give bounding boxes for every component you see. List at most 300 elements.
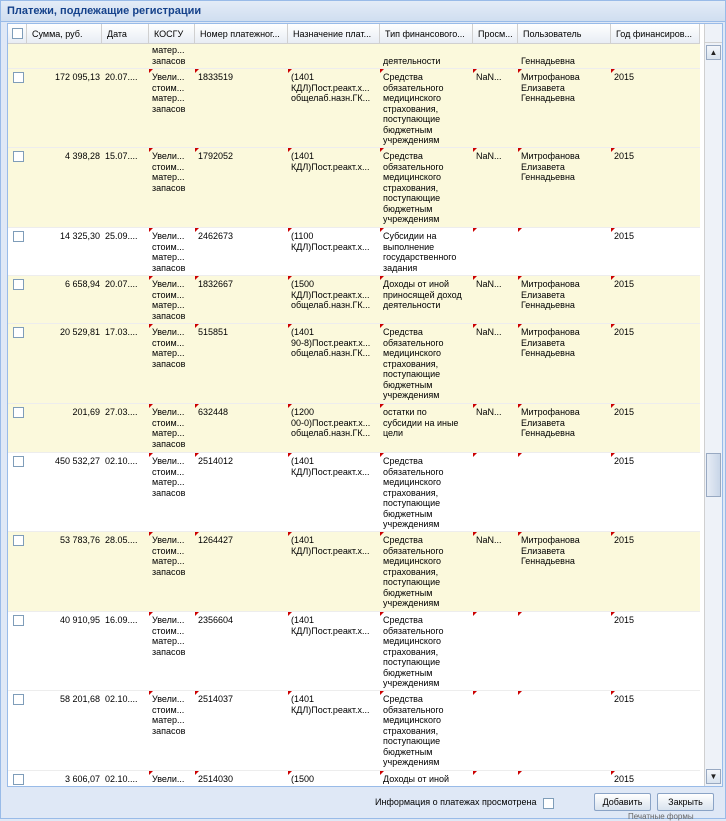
- edit-marker-icon: [611, 532, 615, 536]
- table-row[interactable]: [8, 404, 700, 453]
- cell-text: 2015: [614, 407, 635, 417]
- cell-viewed[interactable]: [473, 276, 518, 323]
- cell-type[interactable]: деятельности: [383, 55, 441, 66]
- cell-purpose[interactable]: [288, 771, 380, 786]
- cell-viewed[interactable]: [473, 148, 518, 227]
- cell-text: Увели... стоим... матер... запасов: [152, 456, 186, 498]
- cell-text: 20.07....: [105, 72, 138, 82]
- cell-text: 2015: [614, 694, 635, 704]
- edit-marker-icon: [149, 324, 153, 328]
- cell-number[interactable]: [195, 771, 288, 786]
- cell-user[interactable]: [518, 324, 611, 403]
- cell-purpose[interactable]: [288, 453, 380, 531]
- edit-marker-icon: [288, 228, 292, 232]
- cell-purpose[interactable]: [288, 691, 380, 770]
- cell-user[interactable]: [518, 771, 611, 786]
- edit-marker-icon: [380, 612, 384, 616]
- scroll-down-button[interactable]: ▼: [706, 769, 721, 784]
- edit-marker-icon: [611, 453, 615, 457]
- cell-date[interactable]: [102, 691, 149, 770]
- cell-user[interactable]: [518, 612, 611, 690]
- row-checkbox[interactable]: [13, 327, 24, 338]
- cell-text: Митрофанова Елизавета Геннадьевна: [521, 72, 580, 103]
- edit-marker-icon: [149, 228, 153, 232]
- cell-type[interactable]: [380, 69, 473, 147]
- edit-marker-icon: [473, 228, 477, 232]
- cell-viewed[interactable]: [473, 691, 518, 770]
- vertical-scrollbar[interactable]: [704, 43, 722, 786]
- cell-user[interactable]: [518, 691, 611, 770]
- cell-text: 450 532,27: [54, 456, 100, 466]
- scroll-up-button[interactable]: ▲: [706, 45, 721, 60]
- edit-marker-icon: [380, 771, 384, 775]
- edit-marker-icon: [195, 228, 199, 232]
- row-checkbox[interactable]: [13, 151, 24, 162]
- table-row[interactable]: [8, 148, 700, 228]
- edit-marker-icon: [518, 148, 522, 152]
- cell-date[interactable]: [102, 69, 149, 147]
- cell-text: Митрофанова Елизавета Геннадьевна: [521, 535, 580, 566]
- cell-text: 2015: [614, 774, 635, 784]
- cell-text: NaN...: [476, 72, 502, 82]
- cell-viewed[interactable]: [473, 324, 518, 403]
- edit-marker-icon: [195, 69, 199, 73]
- edit-marker-icon: [518, 691, 522, 695]
- cell-date[interactable]: [102, 228, 149, 275]
- cell-kosgu[interactable]: [149, 453, 195, 531]
- edit-marker-icon: [473, 276, 477, 280]
- edit-marker-icon: [473, 612, 477, 616]
- window-titlebar[interactable]: [1, 1, 725, 22]
- cell-text: NaN...: [476, 327, 502, 337]
- cell-user[interactable]: [518, 276, 611, 323]
- row-checkbox[interactable]: [13, 72, 24, 83]
- cell-text: Увели... стоим... матер... запасов: [152, 694, 186, 736]
- cell-type[interactable]: [380, 228, 473, 275]
- cell-text: Средства обязательного медицинского страхования, поступающие бюджетным учреждениям: [383, 327, 444, 400]
- cell-number[interactable]: [195, 69, 288, 147]
- grid-header: [8, 24, 700, 44]
- edit-marker-icon: [195, 276, 199, 280]
- cell-amount[interactable]: [27, 771, 102, 786]
- cell-amount[interactable]: [27, 691, 102, 770]
- edit-marker-icon: [473, 532, 477, 536]
- cell-amount[interactable]: [27, 404, 102, 452]
- cell-viewed[interactable]: [473, 404, 518, 452]
- cell-viewed[interactable]: [473, 771, 518, 786]
- cell-amount[interactable]: [27, 228, 102, 275]
- edit-marker-icon: [149, 771, 153, 775]
- edit-marker-icon: [149, 148, 153, 152]
- cell-purpose[interactable]: [288, 404, 380, 452]
- edit-marker-icon: [195, 324, 199, 328]
- cell-viewed[interactable]: [473, 453, 518, 531]
- cell-number[interactable]: [195, 532, 288, 611]
- cell-type[interactable]: [380, 691, 473, 770]
- cell-user[interactable]: [518, 453, 611, 531]
- cell-text: Увели...: [152, 774, 185, 784]
- cell-kosgu[interactable]: [149, 771, 195, 786]
- edit-marker-icon: [288, 276, 292, 280]
- edit-marker-icon: [195, 771, 199, 775]
- edit-marker-icon: [518, 612, 522, 616]
- cell-text: 2015: [614, 327, 635, 337]
- cell-text: Увели... стоим... матер... запасов: [152, 279, 186, 321]
- row-checkbox[interactable]: [13, 279, 24, 290]
- edit-marker-icon: [380, 148, 384, 152]
- edit-marker-icon: [518, 771, 522, 775]
- edit-marker-icon: [288, 69, 292, 73]
- cell-year[interactable]: [611, 771, 700, 786]
- edit-marker-icon: [611, 691, 615, 695]
- cell-kosgu[interactable]: [149, 532, 195, 611]
- edit-marker-icon: [611, 771, 615, 775]
- cell-date[interactable]: [102, 532, 149, 611]
- cell-text: 14 325,30: [59, 231, 100, 241]
- cell-date[interactable]: [102, 148, 149, 227]
- column-header-viewed[interactable]: Просм...: [473, 24, 518, 43]
- edit-marker-icon: [149, 532, 153, 536]
- cell-text: Средства обязательного медицинского страхования, поступающие бюджетным учреждениям: [383, 615, 444, 688]
- cell-text: Увели... стоим... матер... запасов: [152, 535, 186, 577]
- cell-date[interactable]: [102, 276, 149, 323]
- cell-text: 28.05....: [105, 535, 138, 545]
- cell-text: 4 398,28: [64, 151, 100, 161]
- cell-text: Доходы от иной приносящей доход деятельности: [383, 279, 462, 310]
- cell-year[interactable]: [611, 532, 700, 611]
- edit-marker-icon: [518, 228, 522, 232]
- cell-viewed[interactable]: [473, 228, 518, 275]
- row-checkbox[interactable]: [13, 774, 24, 785]
- cell-text: 2015: [614, 151, 635, 161]
- edit-marker-icon: [473, 69, 477, 73]
- cell-type[interactable]: [380, 532, 473, 611]
- cell-text: 25.09....: [105, 231, 138, 241]
- info-viewed-checkbox[interactable]: [543, 798, 554, 809]
- cell-date[interactable]: [102, 771, 149, 786]
- cell-kosgu[interactable]: [149, 148, 195, 227]
- cell-user[interactable]: [518, 404, 611, 452]
- row-checkbox[interactable]: [13, 407, 24, 418]
- column-header-user[interactable]: Пользователь: [518, 24, 611, 43]
- cell-viewed[interactable]: [473, 69, 518, 147]
- edit-marker-icon: [195, 404, 199, 408]
- column-header-type[interactable]: Тип финансового...: [380, 24, 473, 43]
- cell-text: NaN...: [476, 535, 502, 545]
- edit-marker-icon: [611, 228, 615, 232]
- cell-number[interactable]: [195, 404, 288, 452]
- cell-purpose[interactable]: [288, 276, 380, 323]
- table-row[interactable]: [8, 324, 700, 404]
- edit-marker-icon: [195, 532, 199, 536]
- cell-purpose[interactable]: [288, 324, 380, 403]
- cell-text: 20 529,81: [59, 327, 100, 337]
- cell-text: Средства обязательного медицинского страхования, поступающие бюджетным учреждениям: [383, 72, 444, 145]
- edit-marker-icon: [473, 324, 477, 328]
- cell-type[interactable]: [380, 453, 473, 531]
- cell-amount[interactable]: [27, 453, 102, 531]
- scroll-thumb[interactable]: [706, 453, 721, 497]
- cell-text: 02.10....: [105, 694, 138, 704]
- edit-marker-icon: [611, 612, 615, 616]
- edit-marker-icon: [518, 324, 522, 328]
- info-viewed-label: Информация о платежах просмотрена: [375, 797, 537, 807]
- cell-purpose[interactable]: [288, 148, 380, 227]
- cell-kosgu[interactable]: [149, 691, 195, 770]
- cell-text: Увели... стоим... матер... запасов: [152, 231, 186, 273]
- cell-text: 2356604: [198, 615, 234, 625]
- edit-marker-icon: [380, 404, 384, 408]
- cell-text: 02.10....: [105, 774, 138, 784]
- table-row[interactable]: [8, 691, 700, 771]
- cell-user[interactable]: [518, 69, 611, 147]
- cell-viewed[interactable]: [473, 612, 518, 690]
- column-header-number[interactable]: Номер платежног...: [195, 24, 288, 43]
- cell-date[interactable]: [102, 324, 149, 403]
- cell-amount[interactable]: [27, 148, 102, 227]
- cell-text: Митрофанова Елизавета Геннадьевна: [521, 151, 580, 182]
- cell-text: 1833519: [198, 72, 234, 82]
- cell-number[interactable]: [195, 148, 288, 227]
- cell-kosgu[interactable]: [149, 324, 195, 403]
- edit-marker-icon: [473, 771, 477, 775]
- row-checkbox[interactable]: [13, 615, 24, 626]
- cell-text: 1264427: [198, 535, 234, 545]
- cell-text: 2514030: [198, 774, 234, 784]
- cell-year[interactable]: [611, 276, 700, 323]
- window-title: Платежи, подлежащие регистрации: [7, 5, 202, 17]
- row-checkbox[interactable]: [13, 456, 24, 467]
- cell-text: (1401 90-8)Пост.реакт.х... общелаб.назн.ГК...: [291, 327, 371, 358]
- edit-marker-icon: [195, 691, 199, 695]
- edit-marker-icon: [288, 691, 292, 695]
- cell-number[interactable]: [195, 276, 288, 323]
- cell-year[interactable]: [611, 228, 700, 275]
- cell-text: Доходы от иной: [383, 774, 449, 784]
- table-row[interactable]: [8, 612, 700, 691]
- cell-text: 16.09....: [105, 615, 138, 625]
- edit-marker-icon: [149, 612, 153, 616]
- cell-kosgu[interactable]: [149, 276, 195, 323]
- cell-text: Увели... стоим... матер... запасов: [152, 151, 186, 193]
- edit-marker-icon: [149, 404, 153, 408]
- cell-date[interactable]: [102, 404, 149, 452]
- edit-marker-icon: [473, 404, 477, 408]
- cell-year[interactable]: [611, 404, 700, 452]
- add-button[interactable]: Добавить: [594, 793, 651, 811]
- cell-viewed[interactable]: [473, 532, 518, 611]
- grid-body: [8, 44, 700, 786]
- window-footer: [1, 789, 725, 817]
- cell-text: 58 201,68: [59, 694, 100, 704]
- cell-text: остатки по субсидии на иные цели: [383, 407, 459, 438]
- cell-text: 17.03....: [105, 327, 138, 337]
- row-checkbox[interactable]: [13, 231, 24, 242]
- cell-number[interactable]: [195, 453, 288, 531]
- cell-year[interactable]: [611, 148, 700, 227]
- edit-marker-icon: [473, 453, 477, 457]
- edit-marker-icon: [380, 453, 384, 457]
- cell-kosgu[interactable]: [149, 228, 195, 275]
- edit-marker-icon: [380, 69, 384, 73]
- cell-text: 2015: [614, 231, 635, 241]
- cell-text: Средства обязательного медицинского страхования, поступающие бюджетным учреждениям: [383, 535, 444, 608]
- cell-text: NaN...: [476, 151, 502, 161]
- cell-text: 20.07....: [105, 279, 138, 289]
- edit-marker-icon: [288, 612, 292, 616]
- edit-marker-icon: [611, 404, 615, 408]
- cell-text: 40 910,95: [59, 615, 100, 625]
- column-header-year[interactable]: Год финансиров...: [611, 24, 700, 43]
- cell-text: Средства обязательного медицинского страхования, поступающие бюджетным учреждениям: [383, 456, 444, 529]
- cell-number[interactable]: [195, 228, 288, 275]
- cell-text: Митрофанова Елизавета Геннадьевна: [521, 327, 580, 358]
- cell-amount[interactable]: [27, 612, 102, 690]
- cell-purpose[interactable]: [288, 69, 380, 147]
- header-corner: [704, 24, 722, 43]
- edit-marker-icon: [288, 453, 292, 457]
- cell-amount[interactable]: [27, 324, 102, 403]
- cell-text: Субсидии на выполнение государственного задания: [383, 231, 457, 273]
- cell-text: 2015: [614, 456, 635, 466]
- cell-type[interactable]: [380, 404, 473, 452]
- table-row[interactable]: [8, 276, 700, 324]
- cell-text: 2462673: [198, 231, 234, 241]
- select-all-checkbox[interactable]: [12, 28, 23, 39]
- cell-text: NaN...: [476, 407, 502, 417]
- column-header-kosgu[interactable]: КОСГУ: [149, 24, 195, 43]
- edit-marker-icon: [149, 691, 153, 695]
- cell-text: NaN...: [476, 279, 502, 289]
- cell-text: 2015: [614, 535, 635, 545]
- column-header-amount[interactable]: Сумма, руб.: [27, 24, 102, 43]
- cell-year[interactable]: [611, 69, 700, 147]
- cell-text: Средства обязательного медицинского страхования, поступающие бюджетным учреждениям: [383, 151, 444, 224]
- background-print-forms-label: Печатные формы: [628, 812, 694, 821]
- edit-marker-icon: [195, 148, 199, 152]
- cell-text: (1401 КДЛ)Пост.реакт.х...: [291, 535, 370, 556]
- edit-marker-icon: [149, 453, 153, 457]
- table-row[interactable]: [8, 228, 700, 276]
- table-row[interactable]: [8, 453, 700, 532]
- column-header-purpose[interactable]: Назначение плат...: [288, 24, 380, 43]
- cell-text: 2015: [614, 279, 635, 289]
- table-row[interactable]: [8, 532, 700, 612]
- edit-marker-icon: [518, 276, 522, 280]
- cell-type[interactable]: [380, 324, 473, 403]
- edit-marker-icon: [611, 324, 615, 328]
- edit-marker-icon: [288, 324, 292, 328]
- edit-marker-icon: [380, 532, 384, 536]
- cell-user[interactable]: Геннадьевна: [521, 55, 575, 66]
- cell-text: 1832667: [198, 279, 234, 289]
- cell-type[interactable]: [380, 612, 473, 690]
- cell-type[interactable]: [380, 276, 473, 323]
- edit-marker-icon: [149, 276, 153, 280]
- cell-amount[interactable]: [27, 276, 102, 323]
- cell-text: 2015: [614, 72, 635, 82]
- cell-text: 53 783,76: [59, 535, 100, 545]
- cell-type[interactable]: [380, 771, 473, 786]
- cell-text: Митрофанова Елизавета Геннадьевна: [521, 279, 580, 310]
- cell-kosgu[interactable]: [149, 404, 195, 452]
- cell-text: Увели... стоим... матер... запасов: [152, 72, 186, 114]
- cell-type[interactable]: [380, 148, 473, 227]
- cell-text: (1500 КДЛ)Пост.реакт.х... общелаб.назн.ГК...: [291, 279, 371, 310]
- payments-grid: [7, 23, 723, 787]
- cell-number[interactable]: [195, 691, 288, 770]
- cell-text: 1792052: [198, 151, 234, 161]
- cell-user[interactable]: [518, 228, 611, 275]
- cell-year[interactable]: [611, 691, 700, 770]
- edit-marker-icon: [473, 691, 477, 695]
- edit-marker-icon: [195, 612, 199, 616]
- cell-purpose[interactable]: [288, 228, 380, 275]
- cell-amount[interactable]: [27, 532, 102, 611]
- edit-marker-icon: [380, 324, 384, 328]
- row-checkbox[interactable]: [13, 535, 24, 546]
- cell-text: (1401 КДЛ)Пост.реакт.х...: [291, 151, 370, 172]
- cell-text: 6 658,94: [64, 279, 100, 289]
- row-checkbox[interactable]: [13, 694, 24, 705]
- cell-text: 02.10....: [105, 456, 138, 466]
- cell-purpose[interactable]: [288, 532, 380, 611]
- cell-kosgu[interactable]: матер... запасов: [152, 45, 186, 66]
- edit-marker-icon: [288, 532, 292, 536]
- cell-kosgu[interactable]: [149, 69, 195, 147]
- edit-marker-icon: [611, 148, 615, 152]
- edit-marker-icon: [195, 453, 199, 457]
- cell-number[interactable]: [195, 612, 288, 690]
- cell-text: Увели... стоим... матер... запасов: [152, 407, 186, 449]
- cell-text: 515851: [198, 327, 229, 337]
- cell-kosgu[interactable]: [149, 612, 195, 690]
- cell-text: Увели... стоим... матер... запасов: [152, 615, 186, 657]
- edit-marker-icon: [380, 691, 384, 695]
- cell-amount[interactable]: [27, 69, 102, 147]
- edit-marker-icon: [518, 453, 522, 457]
- cell-year[interactable]: [611, 453, 700, 531]
- cell-text: (1401 КДЛ)Пост.реакт.х...: [291, 615, 370, 636]
- edit-marker-icon: [518, 532, 522, 536]
- cell-text: 172 095,13: [54, 72, 100, 82]
- edit-marker-icon: [611, 69, 615, 73]
- cell-purpose[interactable]: [288, 612, 380, 690]
- table-row[interactable]: [8, 69, 700, 148]
- column-header-select[interactable]: [8, 24, 27, 43]
- cell-user[interactable]: [518, 532, 611, 611]
- cell-date[interactable]: [102, 612, 149, 690]
- table-row[interactable]: [8, 771, 700, 786]
- cell-text: Увели... стоим... матер... запасов: [152, 327, 186, 369]
- cell-text: 632448: [198, 407, 229, 417]
- cell-text: 2015: [614, 615, 635, 625]
- close-button[interactable]: Закрыть: [657, 793, 714, 811]
- cell-text: 15.07....: [105, 151, 138, 161]
- edit-marker-icon: [288, 404, 292, 408]
- cell-text: 3 606,07: [64, 774, 100, 784]
- cell-date[interactable]: [102, 453, 149, 531]
- column-header-date[interactable]: Дата: [102, 24, 149, 43]
- cell-year[interactable]: [611, 324, 700, 403]
- table-row-partial[interactable]: [8, 44, 700, 69]
- cell-text: (1200 00-0)Пост.реакт.х... общелаб.назн.ГК...: [291, 407, 371, 438]
- cell-text: 2514037: [198, 694, 234, 704]
- cell-year[interactable]: [611, 612, 700, 690]
- cell-user[interactable]: [518, 148, 611, 227]
- cell-number[interactable]: [195, 324, 288, 403]
- edit-marker-icon: [380, 228, 384, 232]
